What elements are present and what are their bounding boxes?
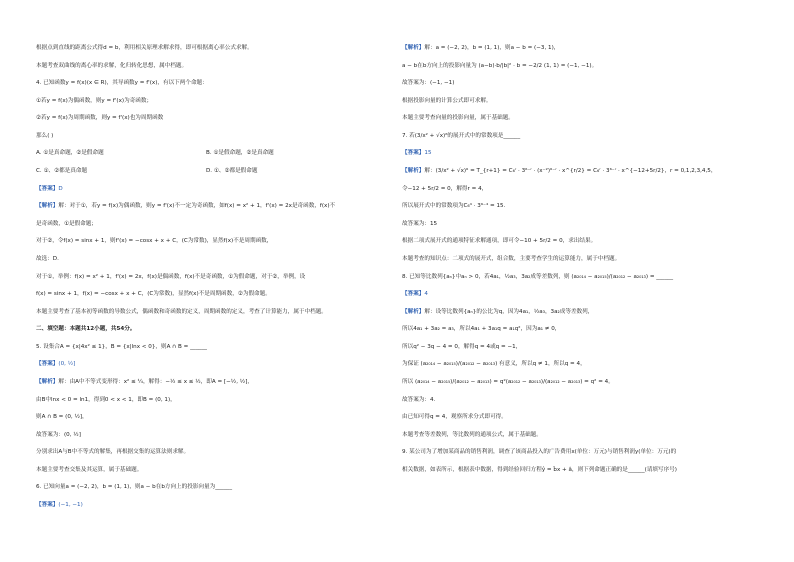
line-text: 故答案为：(−1, −1) [402,80,455,87]
text-line [402,431,742,439]
line-text: 故答案为：4. [402,396,436,403]
text-line [402,255,742,263]
text-line [36,237,376,245]
line-text: 那么( ) [36,132,54,139]
line-text: 9. 某公司为了增加某商品的销售利润，调查了该商品投入的广告费用x(单位：万元)与销售利润y(单位：万元)的 [402,449,677,456]
line-text: 解：a = (−2, 2)，b = (1, 1)，则a − b = (−3, 1)， [424,45,560,51]
line-text: 4 [424,291,428,298]
text-line [36,220,376,228]
text-line [36,255,376,263]
line-text: 为保证 (a₂₀₁₄ − a₂₀₁₅)/(a₂₀₁₂ − a₂₀₁₃) 有意义，所以q ≠ 1，所以q = 4， [402,361,586,368]
line-text: 解：由A中不等式变形得：x² ≤ ¼，解得：−½ ≤ x ≤ ½，即A = [−½, ½]， [58,378,253,385]
text-line [402,149,742,157]
line-text: 对于②，令f(x) = sinx + 1，则f'(x) = −cosx + x + C，(C为常数)，显然f(x)不是周期函数， [36,238,273,245]
text-line [36,273,376,281]
line-text: 所以q² − 3q − 4 = 0，解得q = 4或q = −1， [402,343,522,350]
text-line [402,114,742,122]
text-line [36,343,376,351]
text-line [402,343,742,351]
label-tag: 【答案】 [36,361,59,368]
answer-options [36,167,376,175]
line-text: ②若y = f(x)为周期函数，则y = f'(x)也为周期函数 [36,115,164,122]
line-text: 令−12 + 5r/2 = 0，解得r = 4， [402,185,488,192]
text-line [36,325,376,333]
text-line [36,114,376,122]
line-text: 本题主要考查交集及其运算，属于基础题。 [36,466,143,473]
text-line [36,290,376,298]
text-line [402,466,742,474]
line-text: 是奇函数，①是假命题； [36,220,97,227]
text-line [36,360,376,368]
label-tag: 【解析】 [36,378,59,385]
line-text: 根据二项式展开式的通项特征求解通项，即可令−10 + 5r/2 = 0，求出结果。 [402,238,597,245]
text-line [402,185,742,193]
text-line [402,396,742,404]
line-text: 所以4a₁ + 3a₂ = a₃，所以4a₁ + 3a₁q = a₁q²，因为a₁ ≠ 0， [402,326,561,333]
line-text: 则A ∩ B = (0, ½]， [36,414,88,421]
line-text: 本题考查双曲线的离心率的求解，化归转化思想，属中档题。 [36,62,188,69]
text-line [36,97,376,105]
label-tag: 【答案】 [36,502,59,509]
label-tag: 【解析】 [402,45,425,51]
label-tag: 【解析】 [402,308,425,315]
line-text: 本题主要考查了基本初等函数的导数公式，偶函数和奇函数的定义，周期函数的定义，考查了计算能力，属于中档题。 [36,308,327,315]
line-text: f(x) = sinx + 1，f(x) = −cosx + x + C，(C为常数)，显然f(x)不是周期函数，②为假命题。 [36,291,271,298]
text-line [402,273,742,281]
line-text: 4. 已知函数y = f(x)(x ∈ R)，其导函数y = f'(x)，有以下两个命题： [36,80,208,87]
text-line [402,44,742,52]
line-text: 相关数据，如表所示，根据表中数据，得到经验回归方程ŷ = b̂x + â，则下列命题正确的是______(请填写序号) [402,466,677,473]
line-text: 本题主要考查向量的投影向量，属于基础题。 [402,115,514,122]
line-text: 15 [424,150,432,157]
text-line [402,79,742,87]
line-text: 本题考查的知识点：二项式的展开式，组合数，主要考查学生的运算能力，属于中档题。 [402,255,621,262]
text-line [402,202,742,210]
line-text: 6. 已知向量a = (−2, 2)，b = (1, 1)，则a − b在b方向上的投影向量为______ [36,484,232,491]
text-line [36,62,376,70]
text-line [36,396,376,404]
line-text: 解：(3/x² + √x)⁶ = T_{r+1} = C₆ʳ · 3⁶⁻ʳ · (x⁻²)⁶⁻ʳ · x^{r/2} = C₆ʳ · 3⁶⁻ʳ · x^{−12+5r/2}，r = 0,1,2,3,4,5， [424,168,717,175]
line-text: 由已知可得q = 4，观察所求分式即可得。 [402,414,507,421]
text-line [402,62,742,70]
line-text: 所以 (a₂₀₁₄ − a₂₀₁₅)/(a₂₀₁₂ − a₂₀₁₃) = q²(a₂₀₁₂ − a₂₀₁₃)/(a₂₀₁₂ − a₂₀₁₃) = q² = 4。 [402,378,614,385]
option-label: C. ①、②都是真命题 [36,168,88,175]
option-label: B. ①是假命题，②是真命题 [206,150,274,157]
text-line [36,483,376,491]
line-text: 解：对于①，若y = f(x)为偶函数，则y = f'(x)不一定为奇函数，如f(x) = x² + 1，f'(x) = 2x是奇函数，f(x)不 [58,203,336,210]
line-text: 由B中lnx < 0 = ln1，得到0 < x < 1，即B = (0, 1)， [36,396,176,403]
text-line [36,448,376,456]
line-text: 对于①，举例：f(x) = x² + 1，f'(x) = 2x，f(x)是偶函数，f(x)不是奇函数，①为假命题，对于②，举例，设 [36,273,306,280]
option-label: D. ①、②都是假命题 [206,168,258,175]
answer-options [36,149,376,157]
line-text: a − b在b方向上的投影向量为 (a−b)·b/|b|² · b = −2/2 (1, 1) = (−1, −1)。 [402,62,598,69]
text-line [36,431,376,439]
right-column [402,44,742,483]
text-line [36,501,376,509]
line-text: (−1, −1) [58,502,83,509]
text-line [36,413,376,421]
text-line [402,378,742,386]
text-line [402,448,742,456]
line-text: 根据点到直线的距离公式得d = b，利用相关原理求解求得，即可根据离心率公式求解。 [36,45,253,51]
left-column [36,44,376,519]
line-text: 故选：D. [36,255,59,262]
text-line [36,202,376,210]
label-tag: 【解析】 [36,203,59,210]
option-label: A. ①是真命题，②是假命题 [36,150,104,157]
line-text: D [58,185,63,192]
label-tag: 【答案】 [402,291,425,298]
text-line [36,466,376,474]
label-tag: 【答案】 [402,150,425,157]
line-text: 根据投影向量的计算公式即可求解。 [402,97,492,104]
text-line [402,132,742,140]
line-text: 解：设等比数列{aₙ}的公比为q，因为4a₁，½a₃，3a₂成等差数列， [424,308,594,315]
text-line [402,360,742,368]
text-line [402,220,742,228]
label-tag: 【答案】 [36,185,59,192]
line-text: 分别求出A与B中不等式的解集，再根据交集的运算法则求解。 [36,449,190,456]
line-text: 所以展开式中的常数项为C₆⁴ · 3⁶⁻⁴ = 15. [402,203,506,210]
label-tag: 【解析】 [402,168,425,175]
text-line [402,97,742,105]
line-text: 故答案为：(0, ½] [36,431,81,438]
line-text: ①若y = f(x)为偶函数，则y = f'(x)为奇函数； [36,97,153,104]
text-line [36,308,376,316]
section-heading: 二、填空题：本题共12小题，共54分。 [36,326,136,333]
line-text: 7. 若(3/x² + √x)⁶的展开式中的常数项是______ [402,132,521,139]
text-line [36,132,376,140]
line-text: 8. 已知等比数列{aₙ}中aₙ > 0，若4a₁，½a₃，3a₂成等差数列，则 (a₂₀₁₄ − a₂₀₁₅)/(a₂₀₁₂ − a₂₀₁₃) = ______ [402,273,674,280]
text-line [36,44,376,52]
line-text: 故答案为：15 [402,220,438,227]
text-line [36,185,376,193]
line-text: 5. 设集合A = {x|4x² ≤ 1}，B = {x|lnx < 0}，则A ∩ B = ______ [36,343,207,350]
text-line [36,378,376,386]
text-line [402,413,742,421]
text-line [36,79,376,87]
text-line [402,325,742,333]
text-line [402,290,742,298]
text-line [402,167,742,175]
text-line [402,308,742,316]
line-text: 本题考查等差数列，等比数列的通项公式，属于基础题。 [402,431,542,438]
text-line [402,237,742,245]
line-text: (0, ½] [58,361,76,368]
